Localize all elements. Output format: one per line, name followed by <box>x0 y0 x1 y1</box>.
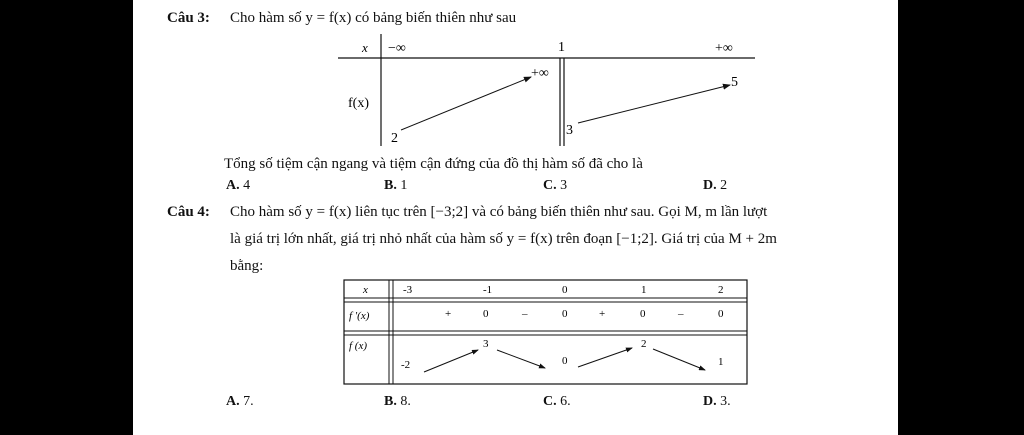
q3-x-pos-inf: +∞ <box>715 41 733 56</box>
q4-f-val-1: 3 <box>483 338 489 350</box>
q4-f-label: f (x) <box>349 340 368 352</box>
q4-fp-sign-2: – <box>522 308 528 320</box>
q4-arrow-down-1 <box>497 350 545 368</box>
q3-val-5: 5 <box>731 75 738 90</box>
q4-x-val-2: 0 <box>562 284 568 296</box>
document-page <box>133 0 898 435</box>
q4-fp-sign-0: + <box>445 308 452 320</box>
q3-val-pos-inf: +∞ <box>531 66 549 81</box>
q4-option-b[interactable]: B. 8. <box>384 394 411 409</box>
q4-x-val-1: -1 <box>483 284 493 296</box>
q4-line2: là giá trị lớn nhất, giá trị nhỏ nhất của hàm số y = f(x) trên đoạn [−1;2]. Giá trị của M + 2m <box>230 231 777 247</box>
q3-x-neg-inf: −∞ <box>388 41 406 56</box>
q4-line3: bằng: <box>230 258 264 274</box>
q4-f-val-0: -2 <box>401 359 411 371</box>
q3-arrow-increase-1 <box>401 77 531 130</box>
q3-val-2: 2 <box>391 131 398 146</box>
q4-fp-sign-5: 0 <box>640 308 646 320</box>
q4-line1: Cho hàm số y = f(x) liên tục trên [−3;2] và có bảng biến thiên như sau. Gọi M, m lần lượt <box>230 204 768 220</box>
q3-x-label: x <box>362 40 368 55</box>
q3-option-b[interactable]: B. 1 <box>384 178 408 193</box>
q4-f-val-3: 2 <box>641 338 647 350</box>
q3-stem: Cho hàm số y = f(x) có bảng biến thiên như sau <box>230 10 517 26</box>
q4-x-val-0: -3 <box>403 284 413 296</box>
q3-option-a[interactable]: A. 4 <box>226 178 251 193</box>
q4-fp-sign-4: + <box>599 308 606 320</box>
q3-option-c[interactable]: C. 3 <box>543 178 568 193</box>
q4-option-d[interactable]: D. 3. <box>703 394 731 409</box>
q4-option-c[interactable]: C. 6. <box>543 394 571 409</box>
q4-x-label: x <box>363 284 368 296</box>
q3-arrow-increase-2 <box>578 85 730 123</box>
q3-variation-table <box>133 30 898 160</box>
q3-label: Câu 3: <box>167 10 210 26</box>
q4-fp-label: f '(x) <box>349 310 370 322</box>
q4-f-val-2: 0 <box>562 355 568 367</box>
q4-f-val-4: 1 <box>718 356 724 368</box>
q3-option-d[interactable]: D. 2 <box>703 178 728 193</box>
q4-fp-sign-6: – <box>678 308 684 320</box>
q3-x-one: 1 <box>558 40 565 55</box>
q4-x-val-4: 2 <box>718 284 724 296</box>
q3-f-label: f(x) <box>348 96 369 111</box>
q4-fp-sign-3: 0 <box>562 308 568 320</box>
q4-arrow-up-2 <box>578 348 632 367</box>
q4-option-a[interactable]: A. 7. <box>226 394 254 409</box>
q4-variation-table <box>133 278 898 390</box>
q4-arrow-down-2 <box>653 349 705 370</box>
q4-x-val-3: 1 <box>641 284 647 296</box>
q4-fp-sign-1: 0 <box>483 308 489 320</box>
q3-val-3: 3 <box>566 123 573 138</box>
q4-fp-sign-7: 0 <box>718 308 724 320</box>
q3-question: Tổng số tiệm cận ngang và tiệm cận đứng của đồ thị hàm số đã cho là <box>224 156 643 172</box>
q4-label: Câu 4: <box>167 204 210 220</box>
q4-arrow-up-1 <box>424 350 478 372</box>
